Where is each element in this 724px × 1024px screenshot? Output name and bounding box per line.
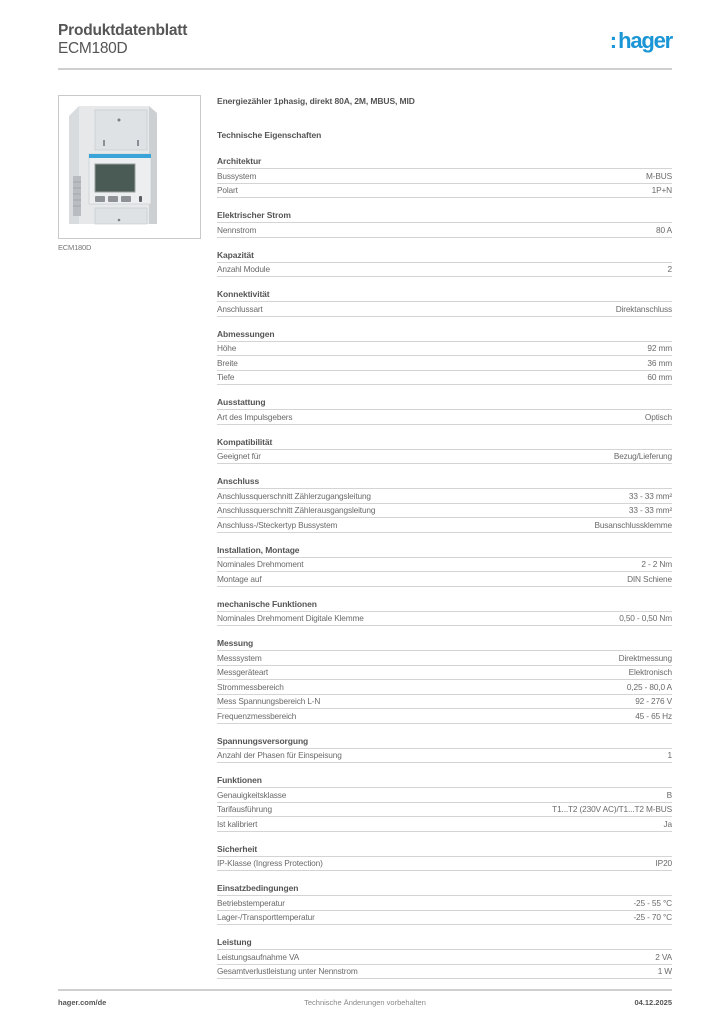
spec-label: Bussystem	[217, 170, 257, 181]
page-footer	[58, 998, 672, 1010]
spec-label: Nominales Drehmoment Digitale Klemme	[217, 613, 364, 624]
spec-content	[217, 96, 672, 979]
spec-value: 60 mm	[647, 372, 672, 383]
spec-label: Anzahl Module	[217, 264, 270, 275]
footer-divider	[58, 989, 672, 991]
section-title: Sicherheit	[217, 842, 672, 857]
spec-section	[217, 734, 672, 764]
section-title: mechanische Funktionen	[217, 597, 672, 612]
spec-row	[217, 857, 672, 872]
spec-section	[217, 327, 672, 386]
spec-value: -25 - 55 °C	[633, 897, 672, 908]
section-title: Leistung	[217, 935, 672, 950]
spec-section	[217, 773, 672, 832]
spec-row	[217, 169, 672, 184]
spec-label: Frequenzmessbereich	[217, 710, 297, 721]
logo-colon: :	[609, 28, 618, 53]
product-image	[58, 95, 201, 239]
spec-section	[217, 935, 672, 979]
spec-value: 1	[667, 750, 672, 761]
section-title: Architektur	[217, 154, 672, 169]
spec-label: IP-Klasse (Ingress Protection)	[217, 858, 323, 869]
spec-label: Lager-/Transporttemperatur	[217, 912, 315, 923]
spec-row	[217, 558, 672, 573]
spec-section	[217, 248, 672, 278]
spec-value: 2 VA	[655, 951, 672, 962]
spec-row	[217, 504, 672, 519]
spec-sections	[217, 154, 672, 979]
spec-value: 0,50 - 0,50 Nm	[619, 613, 672, 624]
spec-label: Montage auf	[217, 573, 262, 584]
spec-label: Messsystem	[217, 652, 262, 663]
spec-row	[217, 263, 672, 278]
spec-row	[217, 896, 672, 911]
spec-row	[217, 302, 672, 317]
spec-label: Anschlussquerschnitt Zählerausgangsleitung	[217, 505, 376, 516]
spec-row	[217, 749, 672, 764]
spec-value: M-BUS	[646, 170, 672, 181]
section-title: Kapazität	[217, 248, 672, 263]
spec-section	[217, 435, 672, 465]
spec-value: -25 - 70 °C	[633, 912, 672, 923]
spec-value: 33 - 33 mm²	[628, 490, 672, 501]
spec-section	[217, 154, 672, 198]
spec-section	[217, 395, 672, 425]
spec-heading: Technische Eigenschaften	[217, 130, 322, 140]
spec-value: IP20	[655, 858, 672, 869]
spec-label: Art des Impulsgebers	[217, 411, 293, 422]
spec-section	[217, 287, 672, 317]
spec-label: Leistungsaufnahme VA	[217, 951, 300, 962]
product-code: ECM180D	[58, 40, 128, 57]
logo-text: hager	[618, 28, 672, 53]
spec-label: Geeignet für	[217, 451, 261, 462]
energy-meter-illustration	[59, 96, 200, 238]
spec-section	[217, 881, 672, 925]
spec-label: Polart	[217, 185, 238, 196]
spec-section	[217, 597, 672, 627]
spec-label: Betriebstemperatur	[217, 897, 285, 908]
spec-row	[217, 489, 672, 504]
spec-row	[217, 817, 672, 832]
spec-value: 2	[667, 264, 672, 275]
spec-row	[217, 803, 672, 818]
spec-row	[217, 965, 672, 980]
section-title: Anschluss	[217, 474, 672, 489]
spec-section	[217, 208, 672, 238]
spec-section	[217, 474, 672, 533]
spec-label: Anschlussquerschnitt Zählerzugangsleitung	[217, 490, 371, 501]
spec-row	[217, 518, 672, 533]
spec-row	[217, 612, 672, 627]
spec-value: 45 - 65 Hz	[635, 710, 672, 721]
spec-value: Elektronisch	[628, 667, 672, 678]
spec-row	[217, 788, 672, 803]
spec-value: 80 A	[655, 224, 672, 235]
spec-label: Nominales Drehmoment	[217, 559, 304, 570]
spec-value: B	[666, 789, 672, 800]
hager-logo	[610, 28, 672, 54]
spec-value: 33 - 33 mm²	[628, 505, 672, 516]
spec-section	[217, 543, 672, 587]
spec-row	[217, 950, 672, 965]
section-title: Elektrischer Strom	[217, 208, 672, 223]
section-title: Spannungsversorgung	[217, 734, 672, 749]
section-title: Kompatibilität	[217, 435, 672, 450]
spec-section	[217, 636, 672, 724]
spec-row	[217, 709, 672, 724]
section-title: Funktionen	[217, 773, 672, 788]
spec-row	[217, 371, 672, 386]
section-title: Konnektivität	[217, 287, 672, 302]
spec-row	[217, 450, 672, 465]
spec-value: 92 mm	[647, 343, 672, 354]
spec-row	[217, 911, 672, 926]
section-title: Einsatzbedingungen	[217, 881, 672, 896]
page-header	[58, 20, 672, 68]
spec-value: T1...T2 (230V AC)/T1...T2 M-BUS	[552, 804, 672, 815]
spec-label: Anschluss-/Steckertyp Bussystem	[217, 519, 338, 530]
footer-date: 04.12.2025	[634, 998, 672, 1007]
spec-section	[217, 842, 672, 872]
spec-row	[217, 342, 672, 357]
header-divider	[58, 68, 672, 70]
spec-row	[217, 184, 672, 199]
spec-label: Anzahl der Phasen für Einspeisung	[217, 750, 342, 761]
spec-label: Gesamtverlustleistung unter Nennstrom	[217, 966, 358, 977]
spec-row	[217, 572, 672, 587]
document-title: Produktdatenblatt	[58, 22, 188, 39]
spec-label: Breite	[217, 357, 238, 368]
spec-value: Direktmessung	[618, 652, 672, 663]
spec-value: 1 W	[657, 966, 672, 977]
section-title: Ausstattung	[217, 395, 672, 410]
spec-label: Nennstrom	[217, 224, 257, 235]
spec-label: Ist kalibriert	[217, 818, 258, 829]
spec-label: Genauigkeitsklasse	[217, 789, 287, 800]
spec-label: Höhe	[217, 343, 237, 354]
spec-label: Strommessbereich	[217, 681, 284, 692]
spec-value: Busanschlussklemme	[594, 519, 672, 530]
spec-value: 92 - 276 V	[635, 696, 672, 707]
spec-value: 36 mm	[647, 357, 672, 368]
spec-row	[217, 410, 672, 425]
spec-label: Tarifausführung	[217, 804, 272, 815]
section-title: Installation, Montage	[217, 543, 672, 558]
spec-label: Anschlussart	[217, 303, 263, 314]
footer-disclaimer: Technische Änderungen vorbehalten	[304, 998, 426, 1007]
spec-value: Bezug/Lieferung	[613, 451, 672, 462]
image-caption: ECM180D	[58, 243, 92, 252]
section-title: Messung	[217, 636, 672, 651]
spec-value: Optisch	[644, 411, 672, 422]
spec-row	[217, 680, 672, 695]
spec-row	[217, 695, 672, 710]
spec-label: Mess Spannungsbereich L-N	[217, 696, 321, 707]
spec-row	[217, 651, 672, 666]
product-title: Energiezähler 1phasig, direkt 80A, 2M, MBUS, MID	[217, 96, 415, 106]
spec-label: Tiefe	[217, 372, 235, 383]
spec-value: DIN Schiene	[627, 573, 672, 584]
spec-label: Messgeräteart	[217, 667, 269, 678]
spec-value: 0,25 - 80,0 A	[626, 681, 672, 692]
section-title: Abmessungen	[217, 327, 672, 342]
spec-value: Ja	[663, 818, 672, 829]
spec-row	[217, 223, 672, 238]
footer-website-link[interactable]: hager.com/de	[58, 998, 107, 1007]
spec-row	[217, 666, 672, 681]
spec-row	[217, 356, 672, 371]
spec-value: 1P+N	[651, 185, 672, 196]
spec-value: 2 - 2 Nm	[641, 559, 672, 570]
spec-value: Direktanschluss	[615, 303, 672, 314]
